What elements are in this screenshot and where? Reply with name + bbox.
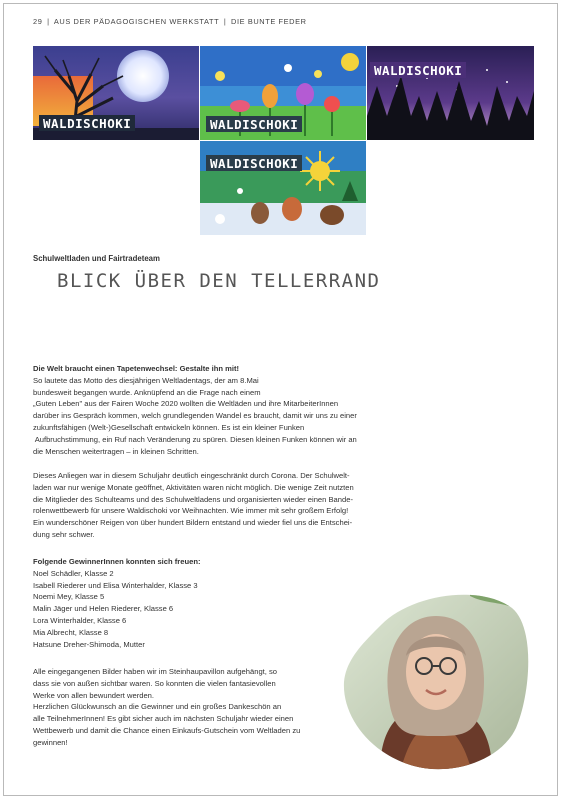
para2-line: die Mitglieder des Schulteams und des Schulweltladens und organisierten wieder einen Bande- xyxy=(33,494,353,504)
para2-line: Dieses Anliegen war in diesem Schuljahr deutlich eingeschränkt durch Corona. Der Schulwelt- xyxy=(33,471,350,480)
article-title: BLICK ÜBER DEN TELLERRAND xyxy=(57,270,381,292)
para1-line: bundesweit begangen wurde. Anknüpfend an die Frage nach einem xyxy=(33,387,261,397)
portrait-illustration xyxy=(340,586,530,772)
winner-item: Isabell Riederer und Elisa Winterhalder, Klasse 3 xyxy=(33,580,198,590)
para3-line: dass sie von außen sichtbar waren. So konnten die vielen fantasievollen xyxy=(33,678,276,688)
winner-item: Malin Jäger und Helen Riederer, Klasse 6 xyxy=(33,604,174,614)
page-number: 29 xyxy=(33,17,43,26)
header-separator: | xyxy=(47,17,50,26)
waldischoki-badge: WALDISCHOKI xyxy=(370,62,466,78)
page-header xyxy=(33,17,309,26)
lead-sentence: Die Welt braucht einen Tapetenwechsel: Gestalte ihn mit! xyxy=(33,364,240,373)
para3-line: gewinnen! xyxy=(33,737,68,747)
waldischoki-badge: WALDISCHOKI xyxy=(206,155,302,171)
night-forest-illustration xyxy=(367,46,534,140)
article-intro xyxy=(33,363,405,457)
para2-line: laden war nur wenige Monate geöffnet, Aktivitäten waren nicht möglich. Die wenige Zeit nutzten xyxy=(33,482,354,492)
waldischoki-badge: WALDISCHOKI xyxy=(39,115,135,131)
winner-item: Lora Winterhalder, Klasse 6 xyxy=(33,615,127,625)
portrait-photo xyxy=(340,586,530,772)
para3-line: Alle eingegangenen Bilder haben wir im Steinhaupavillon aufgehängt, so xyxy=(33,667,278,676)
para1-line: darüber ins Gespräch kommen, welch grundlegenden Wandel es braucht, damit wir uns zu einer xyxy=(33,411,357,421)
waldischoki-artwork-moon xyxy=(33,46,199,140)
para3-line: Werke von allen bewundert werden. xyxy=(33,690,155,700)
article-kicker: Schulweltladen und Fairtradeteam xyxy=(33,254,160,263)
para1-line: „Guten Leben" aus der Fairen Woche 2020 wollten die Weltläden und ihre MitarbeiterInnen xyxy=(33,399,339,409)
winners-heading: Folgende GewinnerInnen konnten sich freuen: xyxy=(33,557,201,566)
waldischoki-badge: WALDISCHOKI xyxy=(206,116,302,132)
article-closing xyxy=(33,666,343,749)
article-paragraph-2 xyxy=(33,470,405,541)
header-brand: DIE BUNTE FEDER xyxy=(231,17,307,26)
para2-line: rolenwettbewerb für unsere Waldischoki vor Weihnachten. Wie immer mit sehr großem Erfolg! xyxy=(33,506,349,516)
para3-line: Wettbewerb und damit die Chance einen Einkaufs-Gutschein vom Weltladen zu xyxy=(33,725,301,735)
para1-line: die Menschen weitertragen – in kleinen Schritten. xyxy=(33,446,199,456)
winner-item: Noemi Mey, Klasse 5 xyxy=(33,592,105,602)
para2-line: Ein wunderschöner Reigen von über hundert Bildern entstand und wieder fiel uns die Entschei- xyxy=(33,518,353,528)
waldischoki-artwork-meadow xyxy=(200,46,366,140)
winners-list xyxy=(33,568,201,651)
para3-line: Herzlichen Glückwunsch an die Gewinner und ein großes Dankeschön an xyxy=(33,702,282,712)
winner-item: Mia Albrecht, Klasse 8 xyxy=(33,627,109,637)
header-section: AUS DER PÄDAGOGISCHEN WERKSTATT xyxy=(53,17,220,26)
winner-item: Hatsune Dreher-Shimoda, Mutter xyxy=(33,639,145,649)
header-separator: | xyxy=(223,17,227,26)
waldischoki-artwork-animals xyxy=(200,141,366,235)
para1-line: Aufbruchstimmung, ein Ruf nach Veränderung zu spüren. Diesen kleinen Funken können wir an xyxy=(33,434,357,444)
winner-item: Noel Schädler, Klasse 2 xyxy=(33,568,114,578)
para1-line: So lautete das Motto des diesjährigen Weltladentags, der am 8.Mai xyxy=(33,375,259,385)
winners-section xyxy=(33,556,201,650)
para1-line: zukunftsfähigen (Welt-)Gesellschaft entwickeln können. Es ist ein kleiner Funken xyxy=(33,422,305,432)
para2-line: dung sehr schwer. xyxy=(33,529,95,539)
waldischoki-artwork-night-forest xyxy=(367,46,534,140)
para3-line: alle TeilnehmerInnen! Es gibt sicher auch im nächsten Schuljahr wieder einen xyxy=(33,714,294,724)
